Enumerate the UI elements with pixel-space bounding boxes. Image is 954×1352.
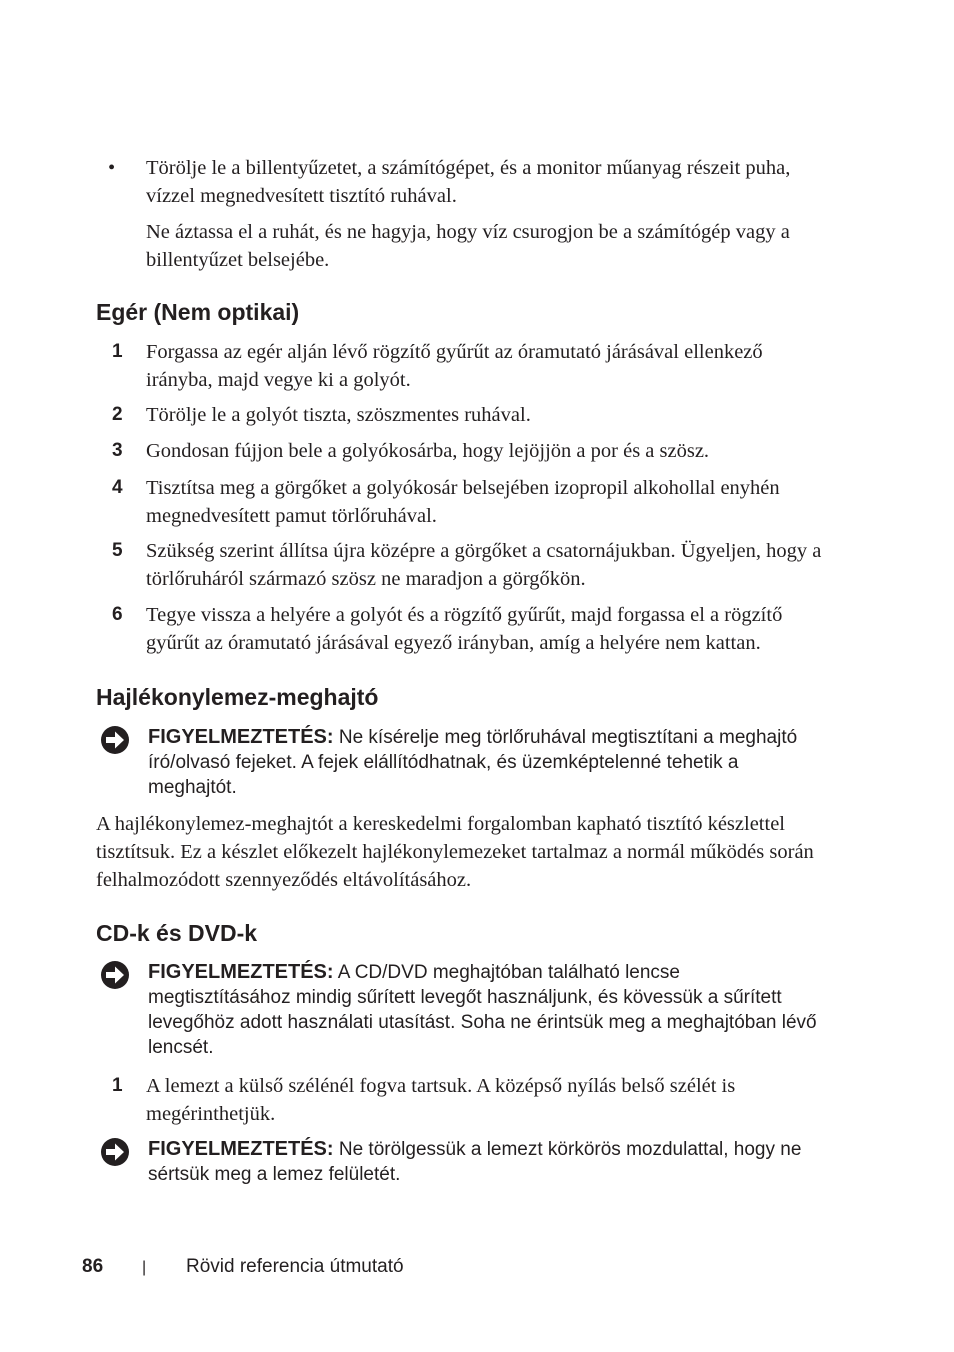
warning-icon bbox=[100, 960, 130, 990]
warning-text: Ne kísérelje meg törlőruhával megtisztítani a meghajtó író/olvasó fejeket. A fejek elállítódhatnak, és üzemképtelenné tehetik a meghajtót. bbox=[148, 727, 798, 798]
step-text: Gondosan fújjon bele a golyókosárba, hogy lejöjjön a por és a szösz. bbox=[146, 440, 710, 462]
step-number: 4 bbox=[112, 477, 123, 498]
step-text: Tegye vissza a helyére a golyót és a rögzítő gyűrűt, majd forgassa el a rögzítő gyűrűt az óramutató járásával egyező irányban, amíg a helyére nem kattan. bbox=[146, 604, 783, 654]
step-text: Forgassa az egér alján lévő rögzítő gyűrűt az óramutató járásával ellenkező irányba, majd vegye ki a golyót. bbox=[146, 341, 763, 391]
warning-icon bbox=[100, 725, 130, 755]
step-number: 6 bbox=[112, 604, 123, 625]
warning-notice bbox=[96, 960, 826, 1060]
warning-label: FIGYELMEZTETÉS: bbox=[148, 726, 334, 748]
warning-notice bbox=[96, 1137, 826, 1187]
warning-label: FIGYELMEZTETÉS: bbox=[148, 1138, 334, 1160]
page-number: 86 bbox=[82, 1256, 104, 1277]
step-text: Tisztítsa meg a görgőket a golyókosár belsejében izopropil alkohollal enyhén megnedvesített pamut törlőruhával. bbox=[146, 477, 780, 527]
section-heading-floppy: Hajlékonylemez-meghajtó bbox=[96, 684, 379, 710]
step-text: Szükség szerint állítsa újra középre a görgőket a csatornájukban. Ügyeljen, hogy a törlőruháról származó szösz ne maradjon a görgőkön. bbox=[146, 540, 822, 590]
list-item bbox=[96, 537, 826, 593]
step-number: 1 bbox=[112, 341, 123, 362]
warning-text: A CD/DVD meghajtóban található lencse megtisztításához mindig sűrített levegőt használjunk, és kövessük a sűrített levegőhöz adott használati utasítást. Soha ne érintsük meg a meghajtóban lévő lencsét. bbox=[148, 962, 817, 1058]
list-item bbox=[96, 1072, 826, 1128]
list-item bbox=[96, 401, 826, 429]
list-item bbox=[96, 601, 826, 657]
step-number: 5 bbox=[112, 540, 123, 561]
floppy-paragraph: A hajlékonylemez-meghajtót a kereskedelmi forgalomban kapható tisztító készlettel tisztítsuk. Ez a készlet előkezelt hajlékonylemezeket tartalmaz a normál működés során felhalmozódott szennyeződés eltávolításához. bbox=[96, 813, 814, 891]
list-item bbox=[96, 474, 826, 530]
footer-separator: | bbox=[142, 1259, 147, 1276]
warning-label: FIGYELMEZTETÉS: bbox=[148, 961, 334, 983]
step-text: Törölje le a golyót tiszta, szöszmentes ruhával. bbox=[146, 404, 531, 426]
section-heading-cd: CD-k és DVD-k bbox=[96, 920, 258, 946]
bullet-text: Törölje le a billentyűzetet, a számítógépet, és a monitor műanyag részeit puha, vízzel megnedvesített tisztító ruhával. bbox=[146, 157, 791, 207]
step-number: 2 bbox=[112, 404, 123, 425]
warning-icon bbox=[100, 1137, 130, 1167]
list-item bbox=[96, 437, 826, 465]
step-text: A lemezt a külső szélénél fogva tartsuk. A középső nyílás belső szélét is megérinthetjük. bbox=[146, 1075, 736, 1125]
footer-title: Rövid referencia útmutató bbox=[186, 1256, 404, 1277]
bullet-item bbox=[96, 154, 826, 274]
bullet-note: Ne áztassa el a ruhát, és ne hagyja, hogy víz csurogjon be a számítógép vagy a billentyűzet belsejébe. bbox=[146, 221, 790, 271]
bullet-icon: • bbox=[108, 157, 116, 179]
step-number: 1 bbox=[112, 1075, 123, 1096]
list-item bbox=[96, 338, 826, 394]
warning-text: Ne törölgessük a lemezt körkörös mozdulattal, hogy ne sértsük meg a lemez felületét. bbox=[148, 1139, 802, 1185]
warning-notice bbox=[96, 725, 826, 800]
step-number: 3 bbox=[112, 440, 123, 461]
section-heading-mouse: Egér (Nem optikai) bbox=[96, 299, 300, 325]
